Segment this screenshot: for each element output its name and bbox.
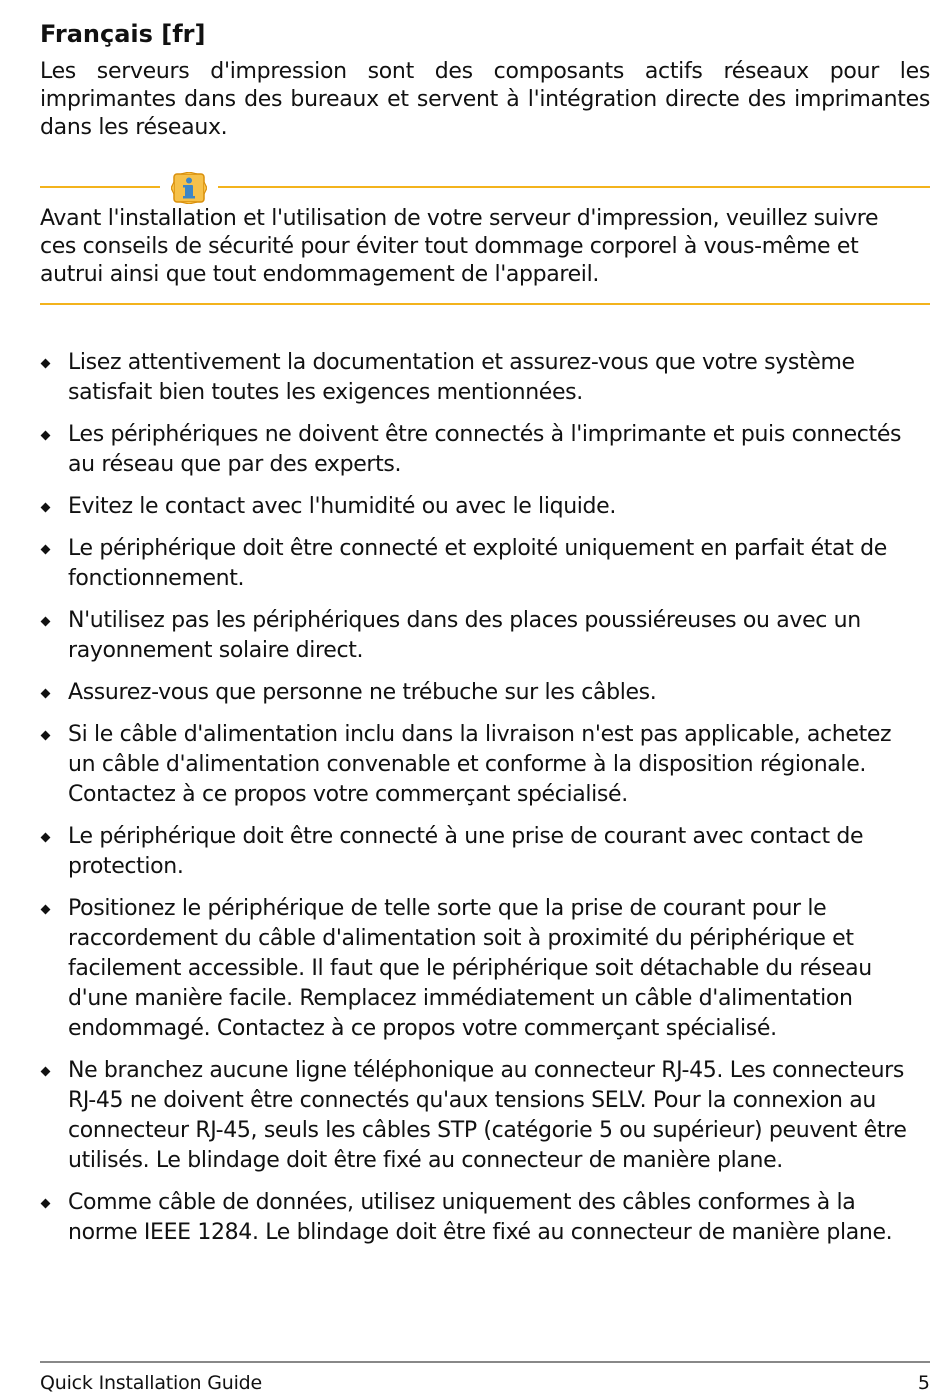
bullet-line: endommagé. Contactez à ce propos votre commerçant spécialisé. [68,1016,777,1041]
bullet-diamond-icon [41,689,51,699]
bullet-line: d'une manière facile. Remplacez immédiatement un câble d'alimentation [68,986,853,1011]
rule-segment-left [40,186,160,188]
bullet-line: N'utilisez pas les périphériques dans des places poussiéreuses ou avec un [68,608,861,633]
section-heading: Français [fr] [40,20,206,48]
bullet-diamond-icon [41,833,51,843]
bullet-line: rayonnement solaire direct. [68,638,364,663]
bullet-line: Positionez le périphérique de telle sorte que la prise de courant pour le [68,896,827,921]
bullet-line: facilement accessible. Il faut que le périphérique soit détachable du réseau [68,956,872,981]
document-page [40,0,930,1393]
list-item [40,720,930,810]
page-number: 5 [917,1372,930,1394]
bullet-line: Contactez à ce propos votre commerçant spécialisé. [68,782,628,807]
bullet-line: fonctionnement. [68,566,245,591]
bullet-line: norme IEEE 1284. Le blindage doit être fixé au connecteur de manière plane. [68,1220,893,1245]
info-icon [171,172,207,204]
bullet-line: Si le câble d'alimentation inclu dans la livraison n'est pas applicable, achetez [68,722,892,747]
list-item [40,534,930,594]
list-item [40,606,930,666]
list-item [40,492,930,522]
notice-bottom-rule [40,303,930,305]
list-item [40,894,930,1044]
bullet-diamond-icon [41,617,51,627]
bullet-line: Le périphérique doit être connecté et exploité uniquement en parfait état de [68,536,887,561]
bullet-line: Lisez attentivement la documentation et assurez-vous que votre système [68,350,855,375]
bullet-line: protection. [68,854,184,879]
bullet-line: utilisés. Le blindage doit être fixé au connecteur de manière plane. [68,1148,783,1173]
bullet-line: un câble d'alimentation convenable et conforme à la disposition régionale. [68,752,867,777]
bullet-line: Le périphérique doit être connecté à une prise de courant avec contact de [68,824,864,849]
bullet-line: au réseau que par des experts. [68,452,402,477]
footer-rule [40,1361,930,1363]
rule-segment-right [218,186,930,188]
bullet-diamond-icon [41,503,51,513]
bullet-diamond-icon [41,359,51,369]
list-item [40,1188,930,1248]
safety-notice [40,205,930,289]
bullet-line: Assurez-vous que personne ne trébuche sur les câbles. [68,680,657,705]
list-item [40,348,930,408]
list-item [40,822,930,882]
bullet-diamond-icon [41,1067,51,1077]
bullet-diamond-icon [41,731,51,741]
bullet-diamond-icon [41,1199,51,1209]
list-item [40,678,930,708]
bullet-line: Evitez le contact avec l'humidité ou avec le liquide. [68,494,616,519]
safety-bullet-list [40,348,930,1260]
notice-top-rule [40,172,930,202]
bullet-line: connecteur RJ-45, seuls les câbles STP (catégorie 5 ou supérieur) peuvent être [68,1118,907,1143]
bullet-diamond-icon [41,905,51,915]
bullet-line: Comme câble de données, utilisez uniquement des câbles conformes à la [68,1190,856,1215]
footer-title: Quick Installation Guide [40,1372,263,1394]
list-item [40,420,930,480]
bullet-line: RJ-45 ne doivent être connectés qu'aux tensions SELV. Pour la connexion au [68,1088,876,1113]
notice-line: Avant l'installation et l'utilisation de votre serveur d'impression, veuillez suivre [40,206,879,231]
intro-paragraph: Les serveurs d'impression sont des composants actifs réseaux pour les imprimantes dans des bureaux et servent à l'intégration directe des imprimantes dans les réseaux. [40,59,930,140]
bullet-diamond-icon [41,431,51,441]
bullet-line: Les périphériques ne doivent être connectés à l'imprimante et puis connectés [68,422,902,447]
bullet-diamond-icon [41,545,51,555]
bullet-line: satisfait bien toutes les exigences mentionnées. [68,380,583,405]
notice-line: ces conseils de sécurité pour éviter tout dommage corporel à vous-même et [40,234,859,259]
list-item [40,1056,930,1176]
notice-line: autrui ainsi que tout endommagement de l'appareil. [40,262,599,287]
bullet-line: raccordement du câble d'alimentation soit à proximité du périphérique et [68,926,854,951]
bullet-line: Ne branchez aucune ligne téléphonique au connecteur RJ-45. Les connecteurs [68,1058,904,1083]
